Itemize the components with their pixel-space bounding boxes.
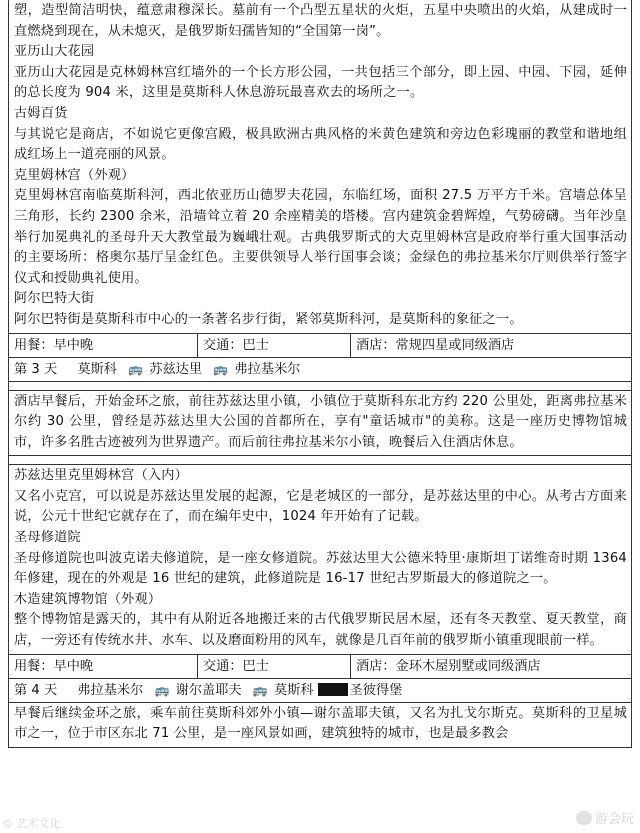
day3-intro-block: [8, 391, 632, 457]
section-heading: 古姆百货: [14, 105, 68, 121]
itinerary-page: [8, 0, 632, 748]
route-stop: 弗拉基米尔: [234, 361, 301, 377]
day4-intro-block: [8, 703, 632, 748]
section-text: 克里姆林宫南临莫斯科河，西北依亚历山德罗夫花园，东临红场，面积 27.5 万平方千米。宫墙总体呈三角形，长约 2300 余米，沿墙耸立着 20 余座精美的塔楼。宫内建筑金碧辉煌，气势磅礴。当年沙皇举行加冕典礼的圣母升天大教堂最为巍峨壮观。古典俄罗斯式的大克里姆林宫是政府举行重大国事活动的主要场所：格奥尔基厅呈金红色。主要供领导人举行国事会谈；金绿色的弗拉基米尔厅则供举行签字仪式和授勋典礼使用。: [14, 188, 627, 286]
route-stop: 苏兹达里: [149, 361, 203, 377]
section-text: 亚历山大花园是克林姆林宫红墙外的一个长方形公园，一共包括三个部分，即上园、中园、下园，延伸的总长度为 904 米，这里是莫斯科人休息游玩最喜欢去的场所之一。: [14, 64, 627, 101]
section-text: 与其说它是商店，不如说它更像宫殿，极具欧洲古典风格的米黄色建筑和旁边色彩瑰丽的教堂和谐地组成红场上一道亮丽的风景。: [14, 126, 627, 163]
info-row: [8, 334, 632, 358]
day-label: 第 3 天: [14, 361, 58, 377]
route-stop: 莫斯科: [273, 682, 314, 698]
watermark-left: © 艺术文化: [2, 817, 61, 830]
day-header-3: [8, 358, 632, 382]
route-stop: 莫斯科: [77, 361, 117, 377]
section-text: 圣母修道院也叫波克诺夫修道院，是一座女修道院。苏兹达里大公德米特里·康斯坦丁诺维奇时期 1364 年修建，现在的外观是 16 世纪的建筑，此修道院是 16-17 世纪古罗斯最大的修道院之一。: [14, 550, 627, 587]
section-heading: 克里姆林宫（外观）: [14, 167, 135, 183]
transport-cell: 交通：巴士: [198, 334, 351, 357]
day-label: 第 4 天: [14, 682, 58, 698]
section-heading: 亚历山大花园: [14, 44, 95, 60]
section-heading: 木造建筑博物馆（外观）: [14, 591, 162, 607]
spacer-row: [8, 382, 632, 391]
meals-cell: 用餐：早中晚: [9, 334, 198, 357]
watermark-right: [576, 808, 634, 827]
info-row: [8, 655, 632, 679]
section-text: 整个博物馆是露天的，其中有从附近各地搬迁来的古代俄罗斯民居木屋，还有冬天教堂、夏天教堂，商店，一旁还有传统水井、水车、以及磨面粉用的风车，就像是几百年前的俄罗斯小镇重现眼前一样。: [14, 612, 627, 649]
transport-cell: 交通：巴士: [198, 655, 351, 678]
hotel-cell: 酒店：常规四星或同级酒店: [356, 337, 515, 353]
attractions-block-day2: [8, 0, 632, 334]
hotel-cell: 酒店：金环木屋别墅或同级酒店: [356, 658, 541, 674]
spacer-row: [8, 456, 632, 465]
bus-icon: 🚌: [213, 361, 229, 376]
attractions-block-day3: [8, 465, 632, 654]
section-heading: 苏兹达里克里姆林宫（入内）: [14, 468, 189, 484]
meals-cell: 用餐：早中晚: [9, 655, 198, 678]
section-heading: 阿尔巴特大街: [14, 291, 95, 307]
watermark-text: 游会玩: [594, 812, 634, 827]
bus-icon: 🚌: [128, 361, 144, 376]
wechat-logo-icon: [576, 811, 592, 825]
redaction-mark: [318, 683, 348, 696]
section-text: 又名小克宫，可以说是苏兹达里发展的起源，它是老城区的一部分，是苏兹达里的中心。从考古方面来说，公元十世纪它就存在了，而在编年史中，1024 年开始有了记载。: [14, 488, 627, 525]
section-heading: 圣母修道院: [14, 530, 81, 546]
intro-paragraph: 早餐后继续金环之旅，乘车前往莫斯科郊外小镇—谢尔盖耶夫镇，又名为扎戈尔斯克。莫斯科的卫星城市之一，位于市区东北 71 公里，是一座风景如画，建筑独特的城市，也是最多教会: [14, 705, 627, 742]
route-stop: 弗拉基米尔: [77, 682, 144, 698]
route-stop: 圣彼得堡: [349, 682, 403, 698]
intro-paragraph: 酒店早餐后，开始金环之旅，前往苏兹达里小镇，小镇位于莫斯科东北方约 220 公里处，距离弗拉基米尔约 30 公里，曾经是苏兹达里大公国的首都所在，享有"童话城市"的美称。这是一座历史博物馆城市，许多名胜古迹被列为世界遗产。而后前往弗拉基米尔小镇，晚餐后入住酒店休息。: [14, 393, 627, 450]
bus-icon: 🚌: [154, 682, 170, 697]
route-stop: 谢尔盖耶夫: [175, 682, 242, 698]
intro-paragraph: 塑，造型简洁明快，蕴意肃穆深长。墓前有一个凸型五星状的火炬，五星中央喷出的火焰，从建成时一直燃烧到现在，从未熄灭，是俄罗斯妇孺皆知的“全国第一岗”。: [14, 3, 627, 39]
day-header-4: [8, 679, 632, 703]
bus-icon: 🚌: [252, 682, 268, 697]
section-text: 阿尔巴特街是莫斯科市中心的一条著名步行街，紧邻莫斯科河，是莫斯科的象征之一。: [14, 311, 523, 327]
